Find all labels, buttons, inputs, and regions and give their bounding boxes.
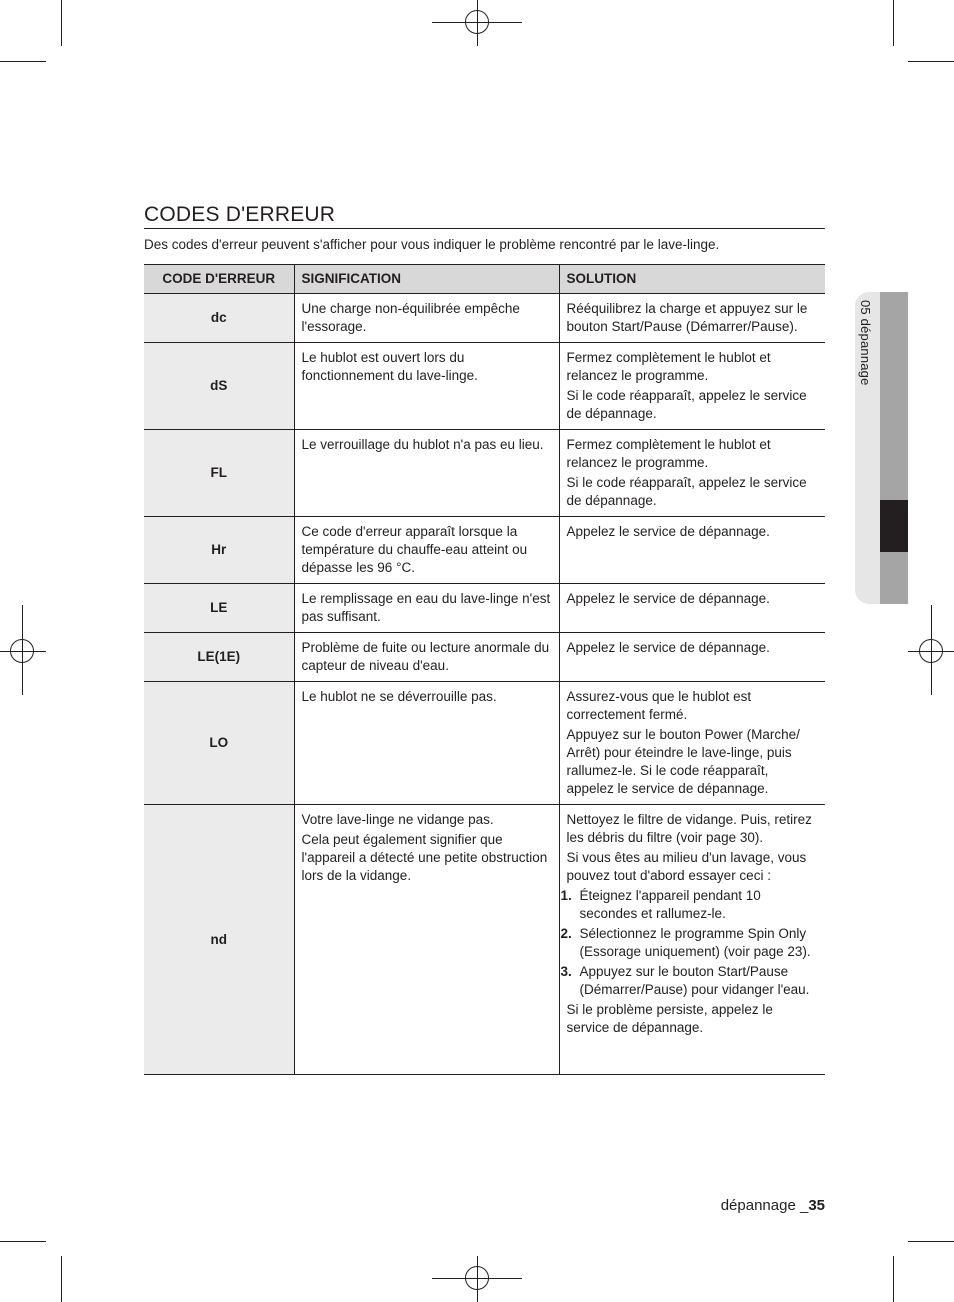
chapter-tab-stripe [880,552,908,604]
solution-cell [559,517,825,584]
meaning-cell [294,430,559,517]
chapter-tab-label: 05 dépannage [858,300,873,386]
solution-text: Si le code réapparaît, appelez le service de dépannage. [566,388,807,421]
solution-text: Rééquilibrez la charge et appuyez sur le bouton Start/Pause (Démarrer/Pause). [566,301,808,334]
solution-step [561,963,819,999]
table-row [144,584,825,633]
solution-text: Appelez le service de dépannage. [566,524,770,539]
solution-text: Nettoyez le filtre de vidange. Puis, retirez les débris du filtre (voir page 30). [566,812,812,845]
meaning-text: Le hublot ne se déverrouille pas. [301,689,497,704]
step-number: 1. [560,888,572,903]
meaning-cell [294,584,559,633]
crop-mark [893,0,894,46]
meaning-text: Problème de fuite ou lecture anormale du capteur de niveau d'eau. [301,640,550,673]
meaning-text: Votre lave-linge ne vidange pas. [301,812,494,827]
meaning-cell [294,343,559,430]
error-code-cell: dc [144,294,294,343]
page-number: 35 [808,1197,825,1214]
footer-section: dépannage _ [720,1197,809,1214]
solution-cell [559,584,825,633]
solution-text: Si vous êtes au milieu d'un lavage, vous pouvez tout d'abord essayer ceci : [566,850,807,883]
step-text: Éteignez l'appareil pendant 10 secondes et rallumez-le. [579,888,761,921]
crop-mark [908,1241,954,1242]
solution-text: Appelez le service de dépannage. [566,640,770,655]
error-code-cell: nd [144,805,294,1075]
solution-cell [559,343,825,430]
solution-cell [559,294,825,343]
solution-step [561,887,819,923]
table-row [144,343,825,430]
crop-mark [61,1256,62,1302]
solution-text: Appelez le service de dépannage. [566,591,770,606]
chapter-tab-stripe [880,292,908,500]
crop-mark [0,61,46,62]
meaning-text: Le hublot est ouvert lors du fonctionnement du lave-linge. [301,350,478,383]
solution-text: Appuyez sur le bouton Power (Marche/ Arrêt) pour éteindre le lave-linge, puis rallumez-le. Si le code réapparaît, appelez le service de dépannage. [566,727,800,796]
page-title: CODES D'ERREUR [144,203,336,226]
solution-cell [559,430,825,517]
solution-text: Fermez complètement le hublot et relancez le programme. [566,437,771,470]
title-divider [144,228,825,229]
step-number: 3. [560,964,572,979]
error-code-cell: LE(1E) [144,633,294,682]
table-row [144,430,825,517]
step-text: Appuyez sur le bouton Start/Pause (Démarrer/Pause) pour vidanger l'eau. [579,964,810,997]
meaning-cell [294,682,559,805]
meaning-cell [294,805,559,1075]
table-row [144,633,825,682]
table-row [144,805,825,1075]
solution-text: Assurez-vous que le hublot est correctement fermé. [566,689,752,722]
column-header-code: CODE D'ERREUR [144,265,294,294]
table-body [144,294,825,1075]
solution-cell [559,805,825,1075]
meaning-text: Une charge non-équilibrée empêche l'essorage. [301,301,520,334]
solution-text: Si le problème persiste, appelez le service de dépannage. [566,1002,773,1035]
step-number: 2. [560,926,572,941]
solution-cell [559,633,825,682]
column-header-meaning: SIGNIFICATION [294,265,559,294]
crop-mark [908,61,954,62]
solution-text: Fermez complètement le hublot et relancez le programme. [566,350,771,383]
page-footer [721,1197,825,1214]
table-row [144,294,825,343]
crop-mark [61,0,62,46]
error-codes-table [144,264,825,1075]
meaning-cell [294,633,559,682]
solution-text: Si le code réapparaît, appelez le service de dépannage. [566,475,807,508]
solution-cell [559,682,825,805]
step-text: Sélectionnez le programme Spin Only (Essorage uniquement) (voir page 23). [579,926,811,959]
error-code-cell: LO [144,682,294,805]
table-row [144,517,825,584]
table-row [144,682,825,805]
chapter-tab-marker [880,500,908,552]
error-code-cell: dS [144,343,294,430]
crop-mark [0,1241,46,1242]
meaning-text: Le remplissage en eau du lave-linge n'est pas suffisant. [301,591,551,624]
table-header-row [144,265,825,294]
error-code-cell: FL [144,430,294,517]
meaning-cell [294,294,559,343]
solution-step [561,925,819,961]
meaning-text: Ce code d'erreur apparaît lorsque la température du chauffe-eau atteint ou dépasse les 96 °C. [301,524,528,575]
meaning-text: Le verrouillage du hublot n'a pas eu lieu. [301,437,544,452]
column-header-solution: SOLUTION [559,265,825,294]
error-code-cell: Hr [144,517,294,584]
intro-text: Des codes d'erreur peuvent s'afficher pour vous indiquer le problème rencontré par le lave-linge. [144,237,720,252]
meaning-cell [294,517,559,584]
crop-mark [893,1256,894,1302]
error-code-cell: LE [144,584,294,633]
meaning-text: Cela peut également signifier que l'appareil a détecté une petite obstruction lors de la vidange. [301,832,548,883]
